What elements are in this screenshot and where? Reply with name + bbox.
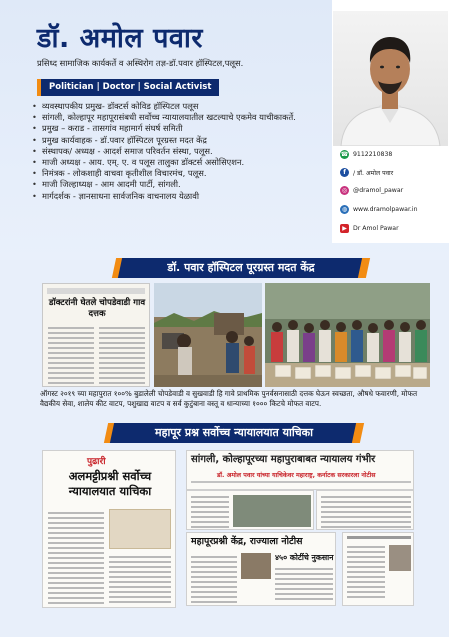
contact-youtube[interactable]	[340, 224, 399, 233]
court-serious-subhead: डॉ. अमोल पवार यांच्या याचिकेवर महाराष्ट्र, कर्नाटक सरकारला नोटीस	[217, 472, 376, 479]
phone-number: 9112210838	[353, 151, 393, 158]
youtube-channel: Dr Amol Pawar	[353, 225, 399, 232]
position-item: • मार्गदर्शक - ज्ञानसाधना सार्वजनिक वाचनालय येळावी	[32, 191, 337, 202]
contact-website[interactable]	[340, 205, 418, 214]
news-clipping-pudhari	[42, 450, 176, 608]
relief-center-title: डॉ. पवार हॉस्पिटल पूरग्रस्त मदत केंद्र	[167, 261, 315, 274]
youtube-icon: ▶	[340, 224, 349, 233]
clip-inset-box	[109, 509, 171, 549]
relief-caption: ऑगस्ट २०१९ च्या महापुरात १००% बुडालेली चोपडेवाडी व सुखवाडी हि गावे प्राथमिक पुनर्वसनासाठी दत्तक घेऊन स्वच्छता, औषधे फवारणी, मोफत वैद्यकीय सेवा, शालेय कीट वाटप, पशुखाद्य वाटप व सर्व कुटुंबाना वस्तू व धान्याच्या १००० किटचे मोफत वाटप.	[40, 389, 418, 408]
facebook-handle: / डॉ. अमोल पवार	[353, 170, 394, 177]
clip-text-column	[48, 509, 104, 608]
news-clipping-court-serious	[186, 450, 414, 490]
loss-headline: ४५० कोटींचे नुकसान	[275, 553, 334, 562]
roles-label: Politician | Doctor | Social Activist	[41, 79, 219, 96]
clip-rule	[191, 481, 411, 483]
flood-photo	[233, 495, 311, 527]
clip-text-column	[347, 543, 385, 601]
clip-text-column	[191, 553, 237, 606]
clip-headline: डॉक्टरांनी घेतले चोपडेवाडी गाव दत्तक	[48, 298, 146, 319]
clip-text-column	[321, 493, 411, 530]
portrait-photo	[389, 545, 411, 571]
notice-headline: महापूरप्रश्नी केंद्र, राज्याला नोटीस	[191, 536, 303, 547]
phone-icon: ☎	[340, 151, 349, 158]
news-clipping-notice	[186, 532, 336, 606]
contact-phone[interactable]	[340, 150, 392, 159]
position-item: • माजी जिल्हाध्यक्ष - आम आदमी पार्टी, सांगली.	[32, 179, 337, 190]
clip-rule	[347, 536, 411, 539]
news-clipping-side	[342, 532, 414, 606]
news-clipping-columns	[186, 490, 314, 530]
news-clipping-relief	[42, 283, 150, 387]
position-item: • निमंत्रक - लोकशाही वाचवा कृतीशील विचारमंच, पलूस.	[32, 168, 337, 179]
profile-photo	[333, 11, 448, 146]
instagram-icon: ◎	[341, 187, 348, 194]
clip-text-column	[275, 565, 333, 603]
facebook-icon: f	[340, 168, 349, 177]
clip-text-column	[109, 553, 171, 606]
clip-text-column	[99, 324, 145, 387]
contact-facebook[interactable]	[340, 168, 393, 177]
notice-photo	[241, 553, 271, 579]
relief-center-banner	[120, 258, 362, 278]
pudhari-masthead: पुढारी	[87, 457, 106, 467]
position-item: • माजी अध्यक्ष - आय. एम्. ए. व पलूस तालुका डॉक्टर्स असोसिएशन.	[32, 157, 337, 168]
position-item: • प्रमुख कार्यवाहक - डॉ.पवार हॉस्पिटल पूरग्रस्त मदत केंद्र	[32, 135, 337, 146]
position-item: • संस्थापक/ अध्यक्ष - आदर्श समाज परिवर्तन संस्था, पलूस.	[32, 146, 337, 157]
clip-masthead-strip	[47, 288, 145, 294]
pudhari-headline: अलमट्टीप्रश्नी सर्वोच्च न्यायालयात याचिका	[68, 469, 152, 498]
globe-icon: ◍	[341, 206, 348, 213]
position-item: • सांगली, कोल्हापूर महापूरासंबधी सर्वोच्च न्यायालयातील खटल्याचे एकमेव याचीकाकर्ते.	[32, 112, 337, 123]
news-clipping-text	[316, 490, 414, 530]
positions-list	[32, 101, 337, 202]
village-relief-photo	[154, 283, 262, 387]
roles-badge	[37, 79, 219, 96]
profile-name: डॉ. अमोल पवार	[37, 23, 203, 54]
petition-banner	[112, 423, 356, 443]
profile-subtitle: प्रसिध्द सामाजिक कार्यकर्ते व अस्थिरोग तज्ञ-डॉ.पवार हॉस्पिटल,पलूस.	[37, 58, 244, 68]
position-item: • प्रमुख – कराड - तासगांव महामार्ग संघर्ष समिती	[32, 123, 337, 134]
court-serious-headline: सांगली, कोल्हापूरच्या महापुराबाबत न्यायालय गंभीर	[191, 454, 376, 465]
contact-instagram[interactable]	[340, 186, 403, 195]
website-url: www.dramolpawar.in	[353, 206, 418, 213]
relief-distribution-photo	[265, 283, 430, 387]
instagram-handle: @dramol_pawar	[353, 187, 404, 194]
clip-text-column	[191, 493, 229, 530]
clip-text-column	[48, 324, 94, 387]
position-item: • व्यवस्थापकीय प्रमुख- डॉक्टर्स कोविड हॉस्पिटल पलूस	[32, 101, 337, 112]
petition-title: महापूर प्रश्न सर्वोच्च न्यायालयात याचिका	[155, 426, 313, 439]
